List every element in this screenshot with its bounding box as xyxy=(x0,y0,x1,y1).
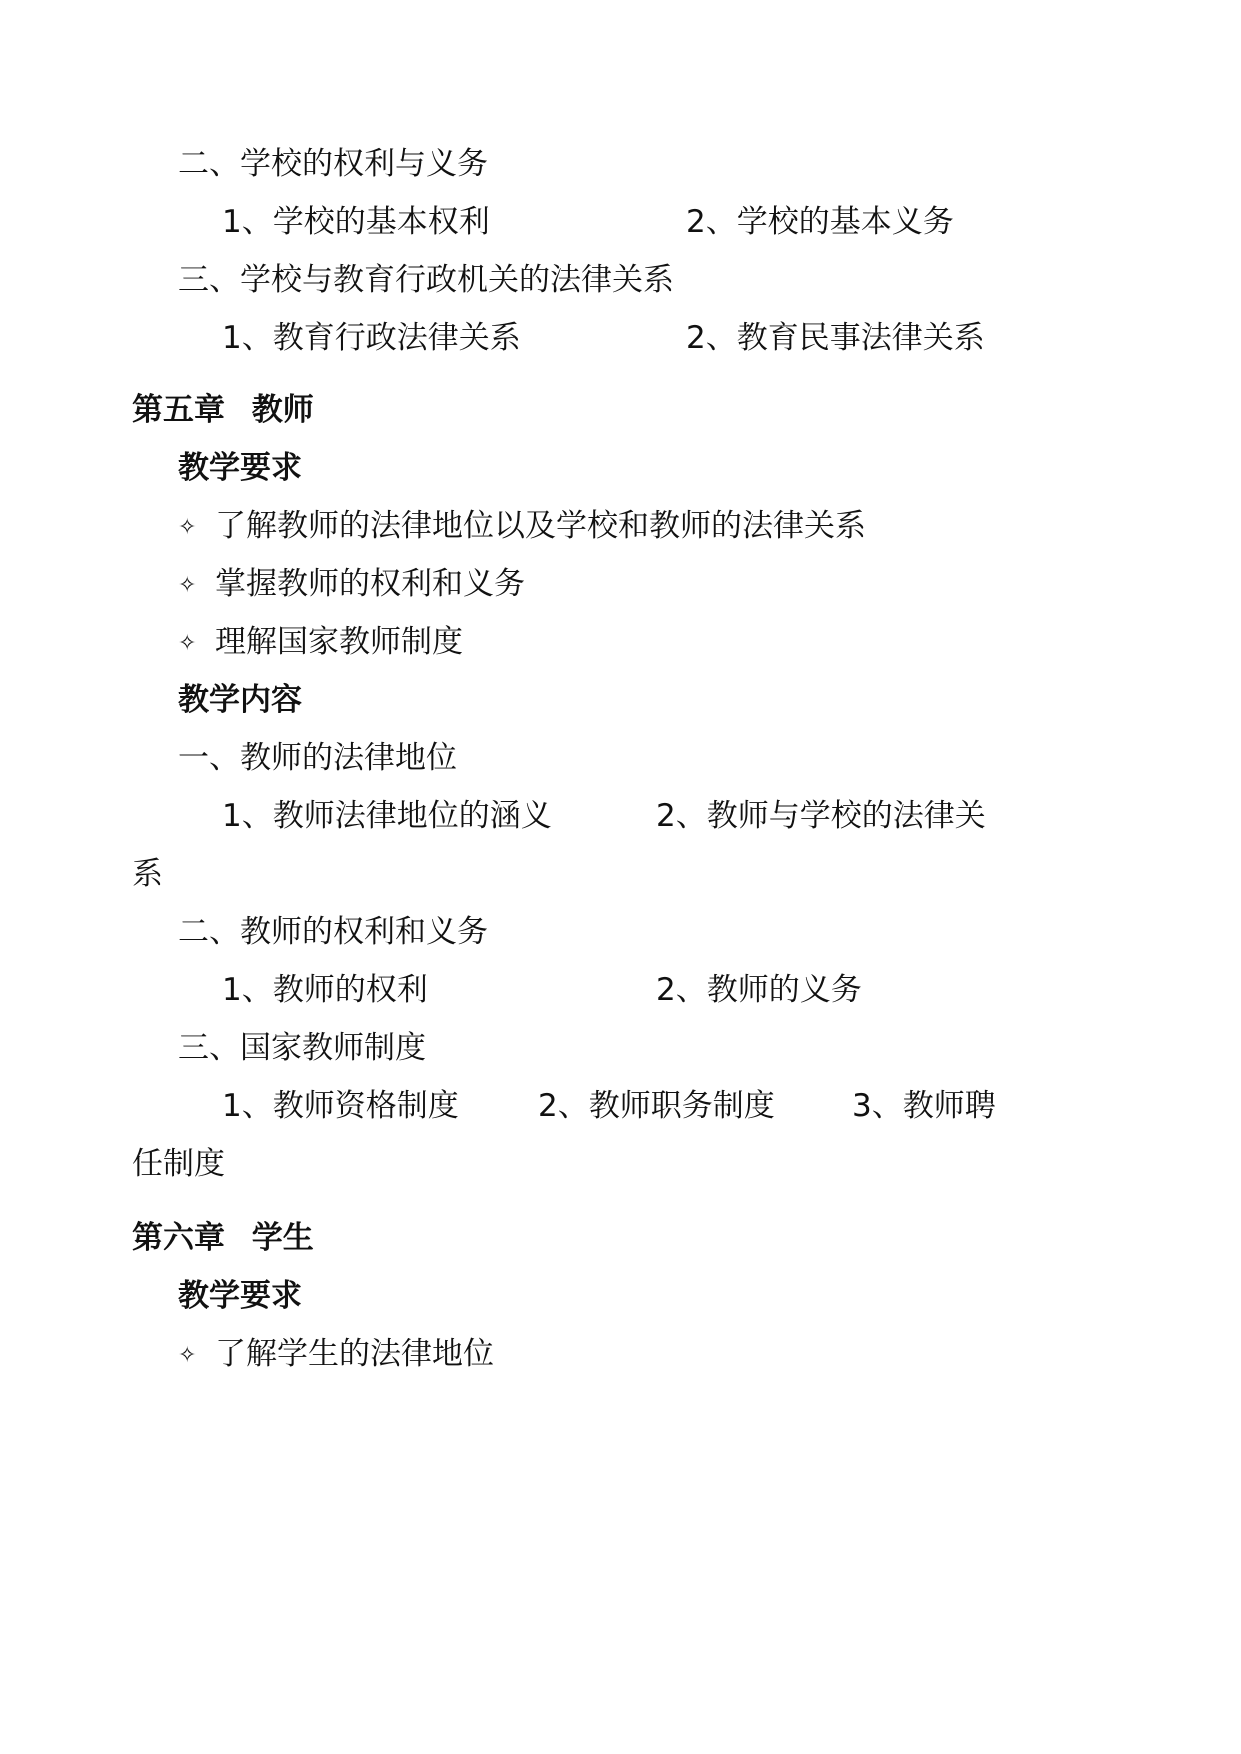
chapter-title: 第六章 学生 xyxy=(132,1220,314,1256)
list-item-continuation: 任制度 xyxy=(132,1146,225,1182)
list-item: 1、教师的权利 xyxy=(222,972,428,1008)
section-heading: 三、学校与教育行政机关的法律关系 xyxy=(178,262,674,298)
list-item: 3、教师聘 xyxy=(852,1088,996,1124)
section-heading: 二、教师的权利和义务 xyxy=(178,914,488,950)
section-heading: 一、教师的法律地位 xyxy=(178,740,457,776)
list-item: 2、教师与学校的法律关 xyxy=(656,798,986,834)
requirement-item: 了解学生的法律地位 xyxy=(215,1336,494,1372)
subheading-requirements: 教学要求 xyxy=(178,450,302,486)
list-item: 2、教育民事法律关系 xyxy=(686,320,985,356)
requirement-item: 理解国家教师制度 xyxy=(215,624,463,660)
section-heading: 三、国家教师制度 xyxy=(178,1030,426,1066)
subheading-requirements: 教学要求 xyxy=(178,1278,302,1314)
list-item: 2、学校的基本义务 xyxy=(686,204,954,240)
bullet-icon: ✧ xyxy=(178,1343,197,1368)
requirement-item: 了解教师的法律地位以及学校和教师的法律关系 xyxy=(215,508,866,544)
requirement-item: 掌握教师的权利和义务 xyxy=(215,566,525,602)
list-item: 2、教师的义务 xyxy=(656,972,862,1008)
list-item: 1、学校的基本权利 xyxy=(222,204,490,240)
bullet-icon: ✧ xyxy=(178,515,197,540)
list-item-continuation: 系 xyxy=(132,856,163,892)
bullet-icon: ✧ xyxy=(178,631,197,656)
bullet-icon: ✧ xyxy=(178,573,197,598)
list-item: 2、教师职务制度 xyxy=(538,1088,775,1124)
subheading-content: 教学内容 xyxy=(178,682,302,718)
list-item: 1、教师资格制度 xyxy=(222,1088,459,1124)
list-item: 1、教师法律地位的涵义 xyxy=(222,798,552,834)
section-heading: 二、学校的权利与义务 xyxy=(178,146,488,182)
chapter-title: 第五章 教师 xyxy=(132,392,314,428)
list-item: 1、教育行政法律关系 xyxy=(222,320,521,356)
